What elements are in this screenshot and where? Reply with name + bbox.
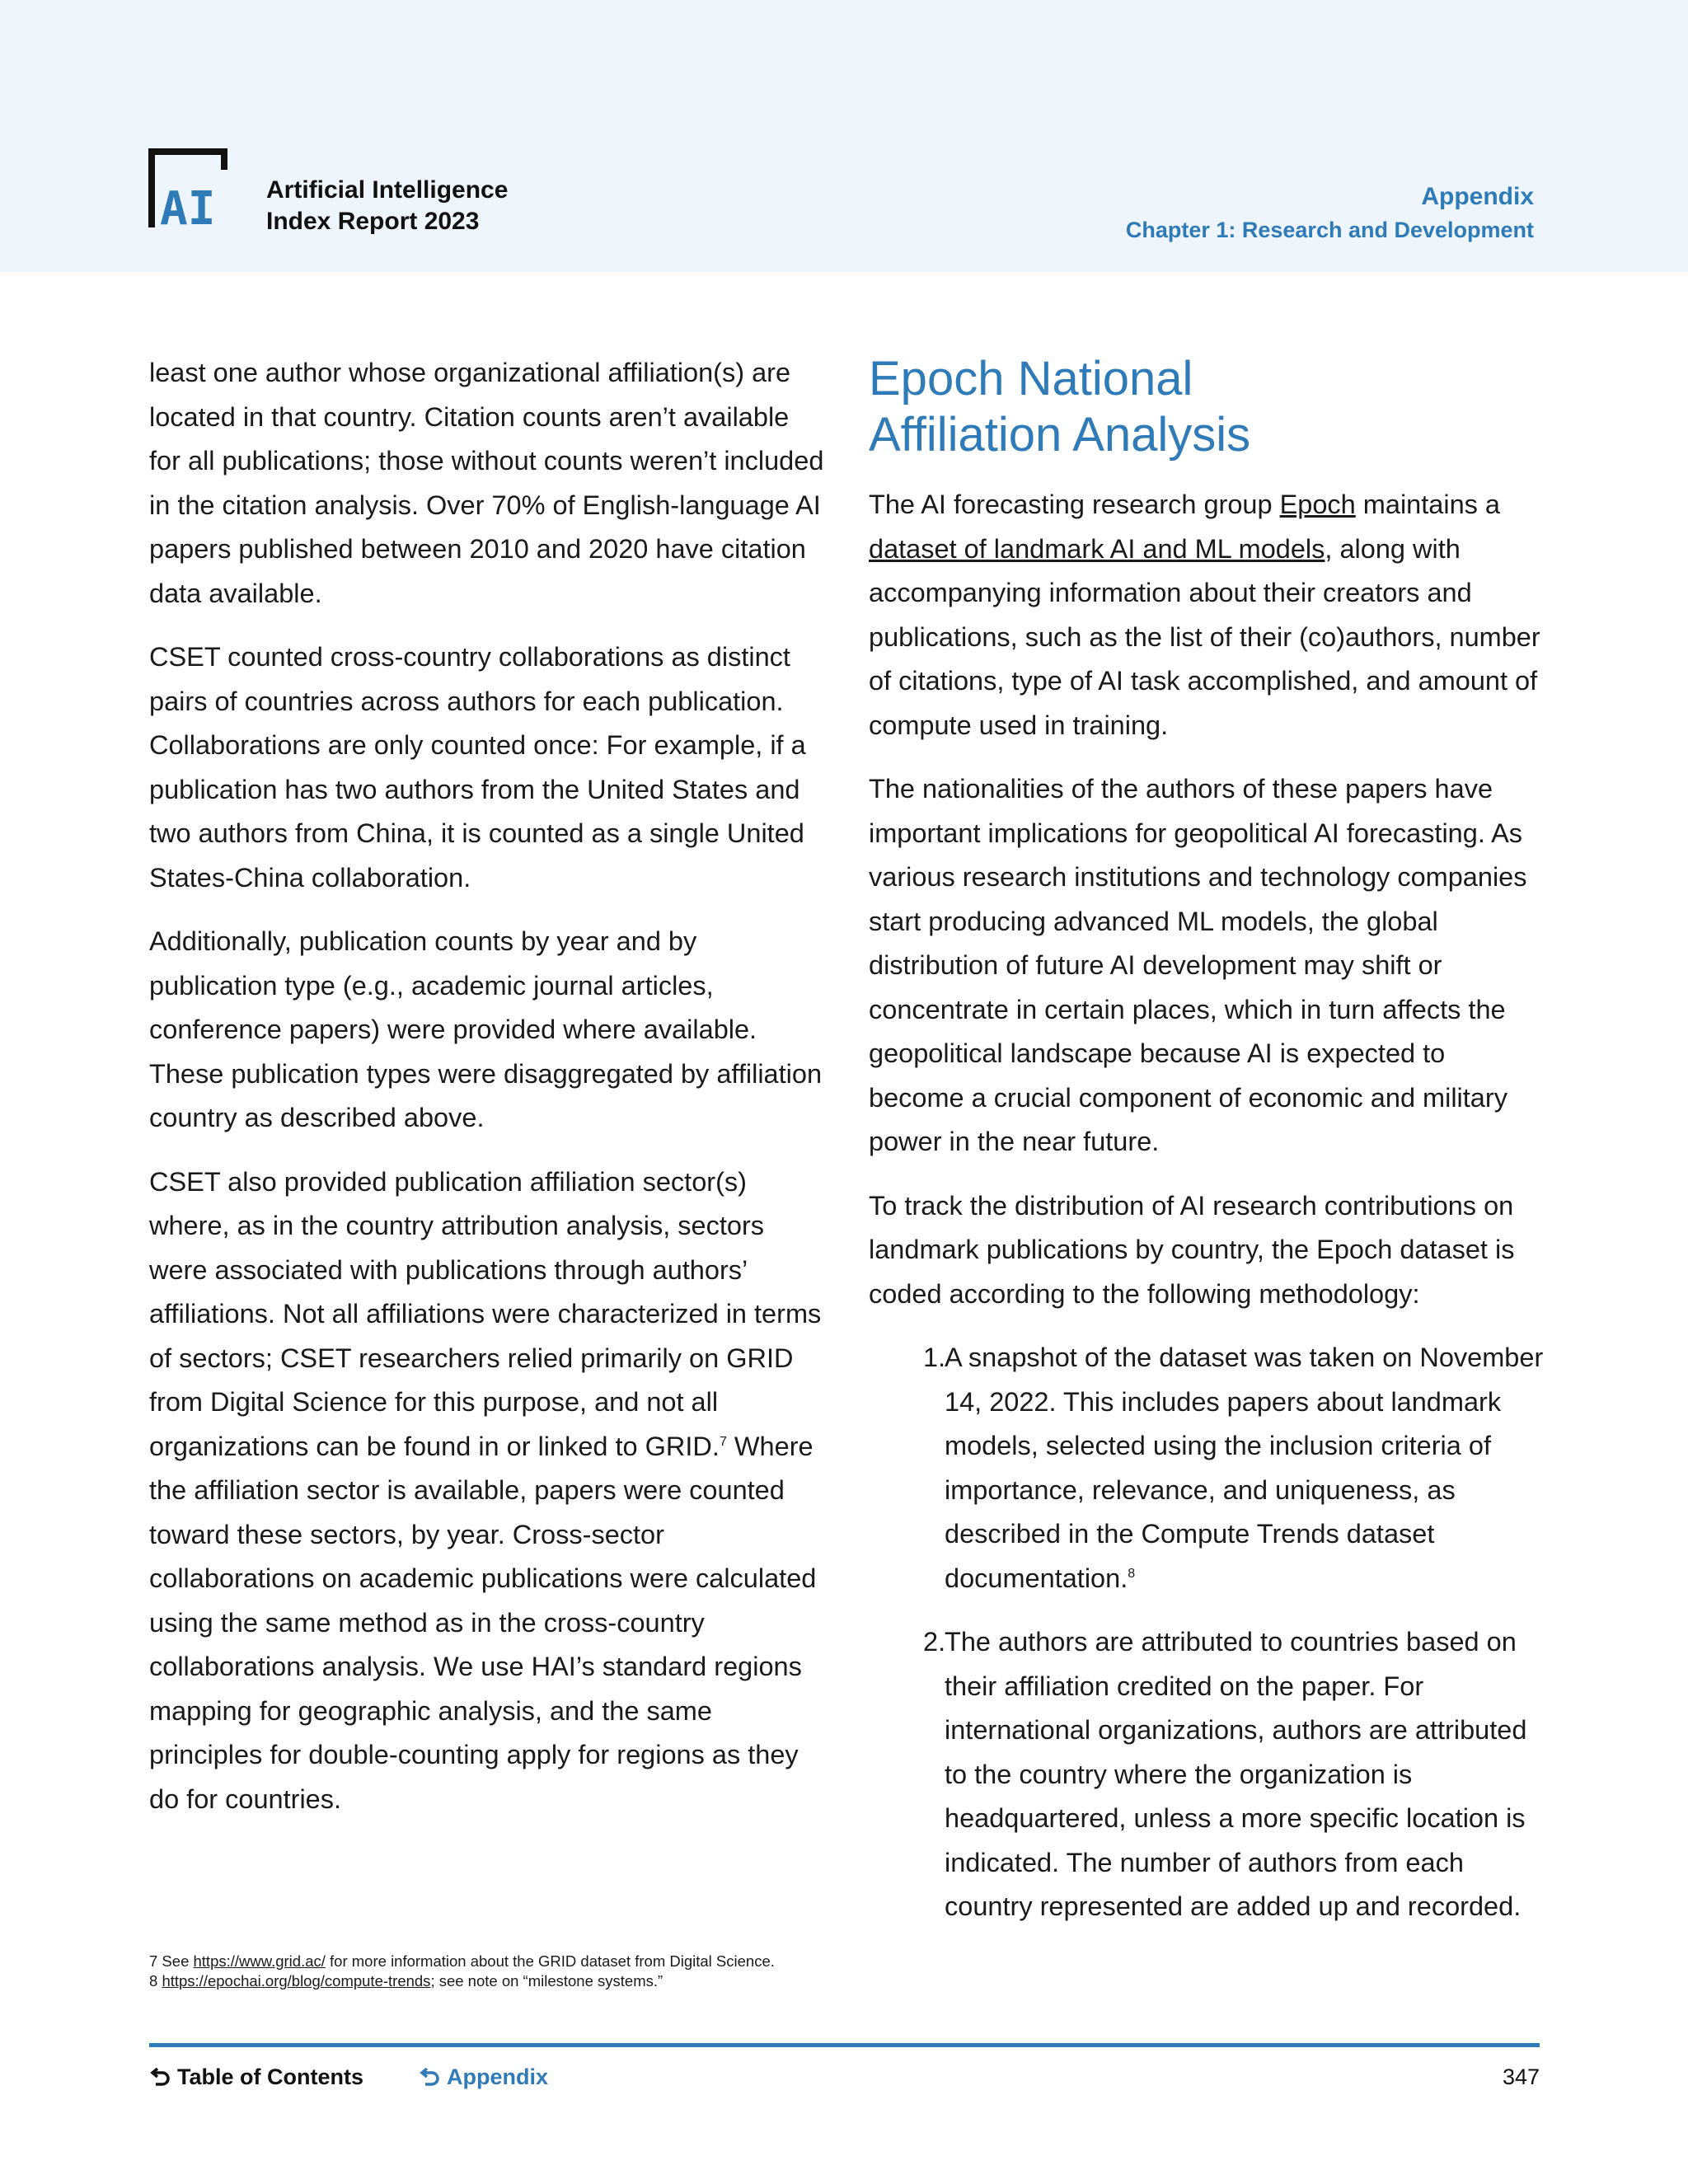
footnote-ref-7[interactable]: 7	[719, 1434, 727, 1449]
left-column	[149, 351, 825, 1841]
section-title-line1: Epoch National	[869, 352, 1193, 405]
return-arrow-icon	[149, 2068, 171, 2089]
header-section[interactable]: Appendix	[1421, 183, 1534, 210]
compute-trends-link[interactable]: https://epochai.org/blog/compute-trends	[162, 1972, 431, 1990]
footnote-8	[149, 1971, 1138, 1991]
return-arrow-icon	[419, 2068, 440, 2089]
left-paragraph-1: least one author whose organizational affiliation(s) are located in that country. Citation counts aren’t available for all publications; those without counts weren’t included in the citation analysis. Over 70% of English-language AI papers published between 2010 and 2020 have citation data available.	[149, 358, 824, 608]
epoch-link[interactable]: Epoch	[1279, 490, 1356, 519]
footnote-8-text-b: ; see note on “milestone systems.”	[430, 1972, 663, 1990]
header-chapter[interactable]: Chapter 1: Research and Development	[1125, 218, 1534, 242]
list-item-2	[869, 1620, 1545, 1929]
right-column	[869, 351, 1545, 1949]
appendix-label: Appendix	[447, 2064, 549, 2089]
report-title-line2: Index Report 2023	[266, 208, 480, 235]
report-title	[266, 175, 508, 237]
table-of-contents-link[interactable]	[149, 2060, 363, 2093]
list-item-1	[869, 1336, 1545, 1601]
section-title	[869, 351, 1545, 463]
left-paragraph-4-b: Where the affiliation sector is available, papers were counted toward these sectors, by year. Cross-sector collaborations on academic publications were calculated using the same method as in the cross-country collaborations analysis. We use HAI’s standard regions mapping for geographic analysis, and the same principles for double-counting apply for regions as they do for countries.	[149, 1431, 817, 1814]
page-number: 347	[1502, 2064, 1540, 2089]
toc-label: Table of Contents	[177, 2064, 363, 2089]
footer-divider	[149, 2043, 1540, 2047]
right-p1-text-a: The AI forecasting research group	[869, 490, 1280, 519]
ai-index-logo-icon	[148, 148, 239, 231]
page-header	[0, 0, 1688, 272]
left-paragraph-4	[149, 1160, 825, 1822]
list-text-1: A snapshot of the dataset was taken on November 14, 2022. This includes papers about landmark models, selected using the inclusion criteria of importance, relevance, and uniqueness, as described in the Compute Trends dataset documentation.	[945, 1343, 1544, 1593]
right-paragraph-3: To track the distribution of AI research contributions on landmark publications by country, the Epoch dataset is coded according to the following methodology:	[869, 1190, 1515, 1309]
report-title-line1: Artificial Intelligence	[266, 176, 509, 204]
footnote-7-number: 7	[149, 1952, 158, 1970]
left-paragraph-4-a: CSET also provided publication affiliation sector(s) where, as in the country attribution analysis, sectors were associated with publications through authors’ affiliations. Not all affiliations were characterized in terms of sectors; CSET researchers relied primarily on GRID from Digital Science for this purpose, and not all organizations can be found in or linked to GRID.	[149, 1166, 822, 1461]
left-paragraph-3: Additionally, publication counts by year and by publication type (e.g., academic journal articles, conference papers) were provided where available. These publication types were disaggregated by affiliation country as described above.	[149, 926, 823, 1132]
appendix-link[interactable]	[419, 2060, 548, 2093]
section-title-line2: Affiliation Analysis	[869, 408, 1251, 462]
footnote-8-number: 8	[149, 1972, 158, 1990]
right-p1-text-b: maintains a	[1355, 490, 1500, 519]
list-number-2: 2.	[923, 1627, 946, 1657]
dataset-link[interactable]: dataset of landmark AI and ML models	[869, 533, 1325, 564]
right-paragraph-1	[869, 483, 1545, 748]
svg-text:AI: AI	[160, 182, 216, 231]
list-text-2: The authors are attributed to countries based on their affiliation credited on the paper. For international organizations, authors are attributed to the country where the organization is headquartered, unless a more specific location is indicated. The number of authors from each country represented are added up and recorded.	[945, 1627, 1527, 1921]
list-number-1: 1.	[923, 1343, 946, 1372]
footnote-7-text-b: for more information about the GRID dataset from Digital Science.	[325, 1952, 775, 1970]
left-paragraph-2: CSET counted cross-country collaborations as distinct pairs of countries across authors for each publication. Collaborations are only counted once: For example, if a publication has two authors from the United States and two authors from China, it is counted as a single United States-China collaboration.	[149, 642, 806, 893]
footnote-7	[149, 1952, 1138, 1971]
right-p1-text-c: , along with accompanying information about their creators and publications, such as the list of their (co)authors, number of citations, type of AI task accomplished, and amount of compute used in training.	[869, 533, 1540, 740]
right-paragraph-2: The nationalities of the authors of these papers have important implications for geopolitical AI forecasting. As various research institutions and technology companies start producing advanced ML models, the global distribution of future AI development may shift or concentrate in certain places, which in turn affects the geopolitical landscape because AI is expected to become a crucial component of economic and military power in the near future.	[869, 774, 1527, 1156]
header-breadcrumb	[1126, 181, 1534, 246]
footnote-7-text-a: See	[157, 1952, 194, 1970]
footnote-ref-8[interactable]: 8	[1128, 1566, 1136, 1581]
grid-link[interactable]: https://www.grid.ac/	[193, 1952, 326, 1970]
footnotes	[149, 1952, 1138, 1991]
